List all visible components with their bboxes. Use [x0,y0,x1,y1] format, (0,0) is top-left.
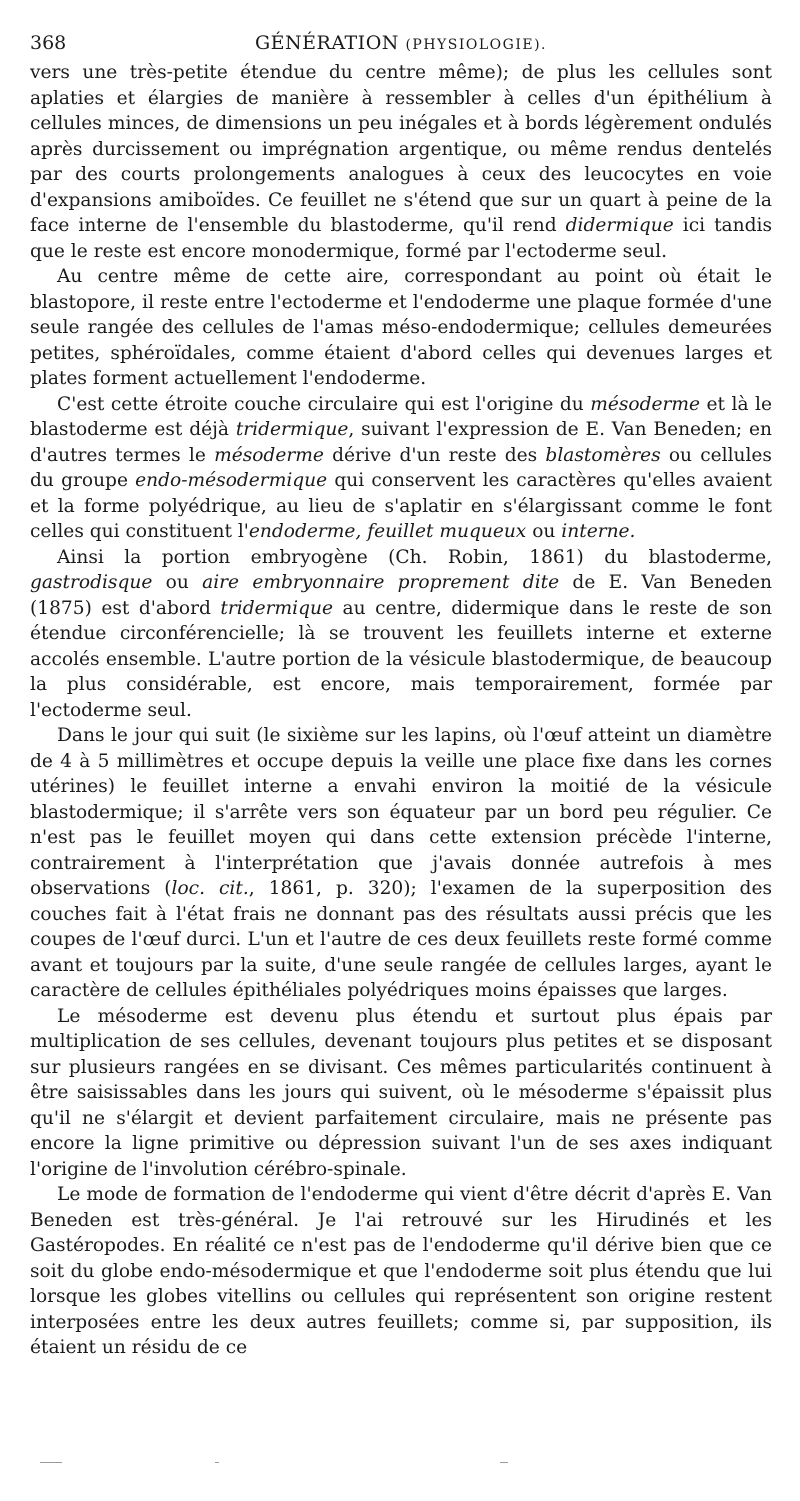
text-run: ou cellules du groupe [30,444,772,491]
book-page [30,28,772,1361]
text-run: Au centre même de cette aire, correspondant au point où était le blastopore, il reste entre l'ectoderme et l'endoderme une plaque formée d'une seule rangée des cellules de l'amas méso-endodermique; cellules demeurées petites, sphéroïdales, comme étaient d'abord celles qui devenues larges et plates forment actuellement l'endoderme. [30,266,772,389]
text-run: ou [152,572,203,593]
paragraph [30,1182,772,1361]
italic-term: blastomères [545,444,661,466]
paragraph [30,264,772,392]
text-run: de E. Van Beneden (1875) est d'abord [30,572,773,619]
italic-term: endo-mésodermique [135,470,328,491]
italic-term: loc. cit. [171,878,249,899]
italic-term: mésoderme [590,393,701,415]
text-run: Dans le jour qui suit (le sixième sur les lapins, où l'œuf atteint un diamètre de 4 à 5 millimètres et occupe depuis la veille une place fixe dans les cornes utérines) le feuillet interne a envahi environ la moitié de la vésicule blastodermique; il s'arrête vers son équateur par un bord peu régulier. Ce n'est pas le feuillet moyen qui dans cette extension précède l'interne, contrairement à l'interprétation que j'avais donnée autrefois à mes observations ( [30,725,772,899]
running-title-main: GÉNÉRATION [254,32,399,54]
paragraph [30,545,772,724]
text-run: dérive d'un reste des [323,444,546,466]
text-run: ici tandis que le reste est encore monodermique, formé par l'ectoderme seul. [30,215,772,262]
paragraph [30,1004,772,1183]
italic-term: tridermique [235,419,349,440]
paragraph [30,723,772,1004]
paragraph [30,60,772,264]
italic-term: mésoderme [214,444,324,466]
text-run: Le mode de formation de l'endoderme qui vient d'être décrit d'après E. Van Beneden est très-général. Je l'ai retrouvé sur les Hirudinés et les Gastéropodes. En réalité ce n'est pas de l'endoderme qu'il dérive bien que ce soit du globe endo-mésodermique et que l'endoderme soit plus étendu que lui lorsque les globes vitellins ou cellules qui représentent son origine restent interposées entre les deux autres feuillets; comme si, par supposition, ils étaient un résidu de ce [30,1184,772,1358]
italic-term: aire embryonnaire proprement dite [202,572,560,593]
text-run: C'est cette étroite couche circulaire qui est l'origine du [57,393,591,415]
text-run: Ainsi la portion embryogène (Ch. Robin, 1861) du blastoderme, [57,546,772,568]
text-run: , suivant l'expression de E. Van Beneden; en d'autres termes le [30,419,772,466]
text-run: au centre, didermique dans le reste de son étendue circonférencielle; là se trouvent les feuillets interne et externe accolés ensemble. L'autre portion de la vésicule blastodermique, de beaucoup la plus considérable, est encore, mais temporairement, formée par l'ectoderme seul. [30,597,772,721]
paragraph [30,392,772,545]
text-run: qui conservent les caractères qu'elles avaient et la forme polyédrique, au lieu de s'aplatir en s'élargissant comme le font celles qui constituent l' [30,470,772,542]
running-title-subtitle: (PHYSIOLOGIE). [405,37,548,53]
running-head [30,28,772,58]
scan-specks [40,1462,760,1466]
body-text [30,60,772,1361]
italic-term: endoderme, feuillet muqueux [248,521,527,542]
text-run: et là le blastoderme est déjà [30,393,772,440]
text-run: ou [526,521,562,542]
italic-term: gastrodisque [30,572,153,593]
text-run: , 1861, p. 320); l'examen de la superposition des couches fait à l'état frais ne donnant pas des résultats aussi précis que les coupes de l'œuf durci. L'un et l'autre de ces deux feuillets reste formé comme avant et toujours par la suite, d'une seule rangée de cellules larges, ayant le caractère de cellules épithéliales polyédriques moins épaisses que larges. [30,878,772,1001]
scan-speck [215,1462,219,1463]
italic-term: didermique [565,215,674,236]
scan-speck [500,1462,508,1463]
text-run: vers une très-petite étendue du centre même); de plus les cellules sont aplaties et élargies de manière à ressembler à celles d'un épithélium à cellules minces, de dimensions un peu inégales et à bords légèrement ondulés après durcissement ou imprégnation argentique, ou même rendus dentelés par des courts prolongements analogues à ceux des leucocytes en voie d'expansions amiboïdes. Ce feuillet ne s'étend que sur un quart à peine de la face interne de l'ensemble du blastoderme, qu'il rend [30,62,772,236]
text-run: Le mésoderme est devenu plus étendu et surtout plus épais par multiplication de ses cellules, devenant toujours plus petites et se disposant sur plusieurs rangées en se divisant. Ces mêmes particularités continuent à être saisissables dans les jours qui suivent, où le mésoderme s'épaissit plus qu'il ne s'élargit et devient parfaitement circulaire, mais ne présente pas encore la ligne primitive ou dépression suivant l'un de ses axes indiquant l'origine de l'involution cérébro-spinale. [30,1005,772,1180]
italic-term: tridermique [220,597,333,619]
running-title [30,28,772,60]
scan-speck [40,1462,62,1463]
italic-term: interne. [561,521,636,542]
page-number: 368 [30,32,67,54]
